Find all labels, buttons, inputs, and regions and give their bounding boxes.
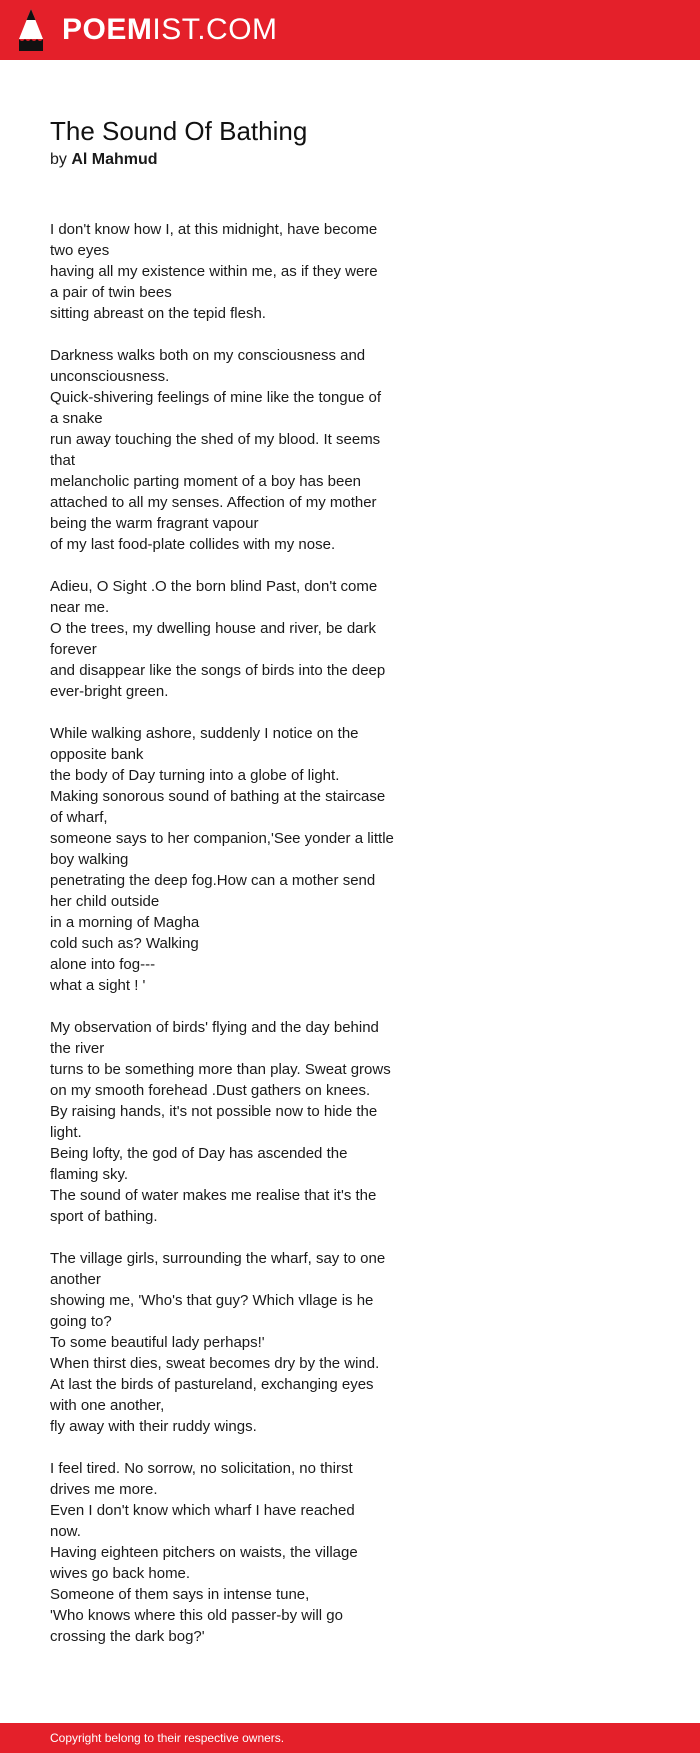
poem-line: flaming sky.: [50, 1166, 129, 1183]
poem-line: Having eighteen pitchers on waists, the village: [50, 1544, 358, 1561]
copyright-text: Copyright belong to their respective owners.: [50, 1731, 285, 1745]
poem-line: the body of Day turning into a globe of light.: [50, 767, 340, 784]
poem-line: 'Who knows where this old passer-by will go: [50, 1607, 343, 1624]
poem-line: penetrating the deep fog.How can a mother send: [50, 872, 376, 889]
poem-line: By raising hands, it's not possible now to hide the: [50, 1103, 378, 1120]
poem-line: Even I don't know which wharf I have reached: [50, 1502, 355, 1519]
poem-line: unconsciousness.: [50, 368, 170, 385]
poem-line: opposite bank: [50, 746, 144, 763]
poem-line: with one another,: [50, 1397, 165, 1414]
poem-line: going to?: [50, 1313, 112, 1330]
stanza: [50, 1458, 420, 1647]
poem-line: a snake: [50, 410, 103, 427]
poem-line: fly away with their ruddy wings.: [50, 1418, 257, 1435]
brand-name: [62, 9, 278, 51]
poem-line: now.: [50, 1523, 81, 1540]
poem-line: To some beautiful lady perhaps!': [50, 1334, 265, 1351]
stanza-gap: [50, 555, 420, 576]
poem-line: and disappear like the songs of birds into the deep: [50, 662, 386, 679]
poem-line: showing me, 'Who's that guy? Which vllage is he: [50, 1292, 374, 1309]
poem-line: alone into fog---: [50, 956, 156, 973]
poem-line: boy walking: [50, 851, 129, 868]
poem-line: someone says to her companion,'See yonder a little: [50, 830, 394, 847]
poem-line: of my last food-plate collides with my nose.: [50, 536, 336, 553]
brand-light: IST.COM: [152, 13, 278, 46]
poem-line: a pair of twin bees: [50, 284, 172, 301]
poem-line: Darkness walks both on my consciousness and: [50, 347, 366, 364]
stanza: [50, 576, 420, 702]
stanza-gap: [50, 1227, 420, 1248]
poem-line: Making sonorous sound of bathing at the staircase: [50, 788, 386, 805]
site-logo[interactable]: [18, 9, 278, 51]
poem-line: Someone of them says in intense tune,: [50, 1586, 310, 1603]
poem-line: attached to all my senses. Affection of my mother: [50, 494, 377, 511]
poem-line: sport of bathing.: [50, 1208, 158, 1225]
poem-line: her child outside: [50, 893, 160, 910]
poem-line: drives me more.: [50, 1481, 158, 1498]
poem-line: Adieu, O Sight .O the born blind Past, don't come: [50, 578, 378, 595]
site-footer: [0, 1723, 700, 1753]
poem-line: on my smooth forehead .Dust gathers on knees.: [50, 1082, 371, 1099]
poem-line: another: [50, 1271, 101, 1288]
poem-line: Quick-shivering feelings of mine like the tongue of: [50, 389, 382, 406]
poem-line: Being lofty, the god of Day has ascended the: [50, 1145, 348, 1162]
poem-line: crossing the dark bog?': [50, 1628, 205, 1645]
poem-line: My observation of birds' flying and the day behind: [50, 1019, 379, 1036]
poem-line: cold such as? Walking: [50, 935, 199, 952]
stanza: [50, 1248, 420, 1437]
stanza: [50, 345, 420, 555]
poem-line: The village girls, surrounding the wharf, say to one: [50, 1250, 386, 1267]
poem-line: run away touching the shed of my blood. It seems: [50, 431, 381, 448]
poem-line: near me.: [50, 599, 110, 616]
poem-body: [50, 219, 420, 1647]
poem-line: O the trees, my dwelling house and river, be dark: [50, 620, 377, 637]
poem-line: ever-bright green.: [50, 683, 169, 700]
poem-line: forever: [50, 641, 97, 658]
poem-line: two eyes: [50, 242, 110, 259]
poem-line: While walking ashore, suddenly I notice on the: [50, 725, 359, 742]
poem-line: At last the birds of pastureland, exchanging eyes: [50, 1376, 374, 1393]
poem-line: wives go back home.: [50, 1565, 191, 1582]
by-label: by: [50, 151, 67, 168]
poem-line: light.: [50, 1124, 82, 1141]
poem-line: of wharf,: [50, 809, 108, 826]
poem-line: sitting abreast on the tepid flesh.: [50, 305, 266, 322]
stanza-gap: [50, 1437, 420, 1458]
author-name[interactable]: Al Mahmud: [71, 151, 158, 168]
poem-line: When thirst dies, sweat becomes dry by the wind.: [50, 1355, 380, 1372]
stanza: [50, 219, 420, 324]
stanza: [50, 1017, 420, 1227]
byline: [50, 149, 158, 171]
poem-line: I don't know how I, at this midnight, have become: [50, 221, 378, 238]
stanza-gap: [50, 702, 420, 723]
pencil-icon: [18, 9, 44, 51]
poem-line: in a morning of Magha: [50, 914, 200, 931]
poem-line: melancholic parting moment of a boy has been: [50, 473, 362, 490]
poem-title: The Sound Of Bathing: [50, 116, 308, 146]
poem-line: The sound of water makes me realise that it's the: [50, 1187, 377, 1204]
poem-line: being the warm fragrant vapour: [50, 515, 259, 532]
brand-bold: POEM: [62, 13, 153, 46]
poem-line: what a sight ! ': [50, 977, 146, 994]
poem-line: that: [50, 452, 76, 469]
poem-line: having all my existence within me, as if they were: [50, 263, 378, 280]
poem-line: the river: [50, 1040, 105, 1057]
stanza: [50, 723, 420, 996]
poem-line: I feel tired. No sorrow, no solicitation, no thirst: [50, 1460, 353, 1477]
stanza-gap: [50, 324, 420, 345]
poem-line: turns to be something more than play. Sweat grows: [50, 1061, 391, 1078]
stanza-gap: [50, 996, 420, 1017]
site-header: [0, 0, 700, 60]
